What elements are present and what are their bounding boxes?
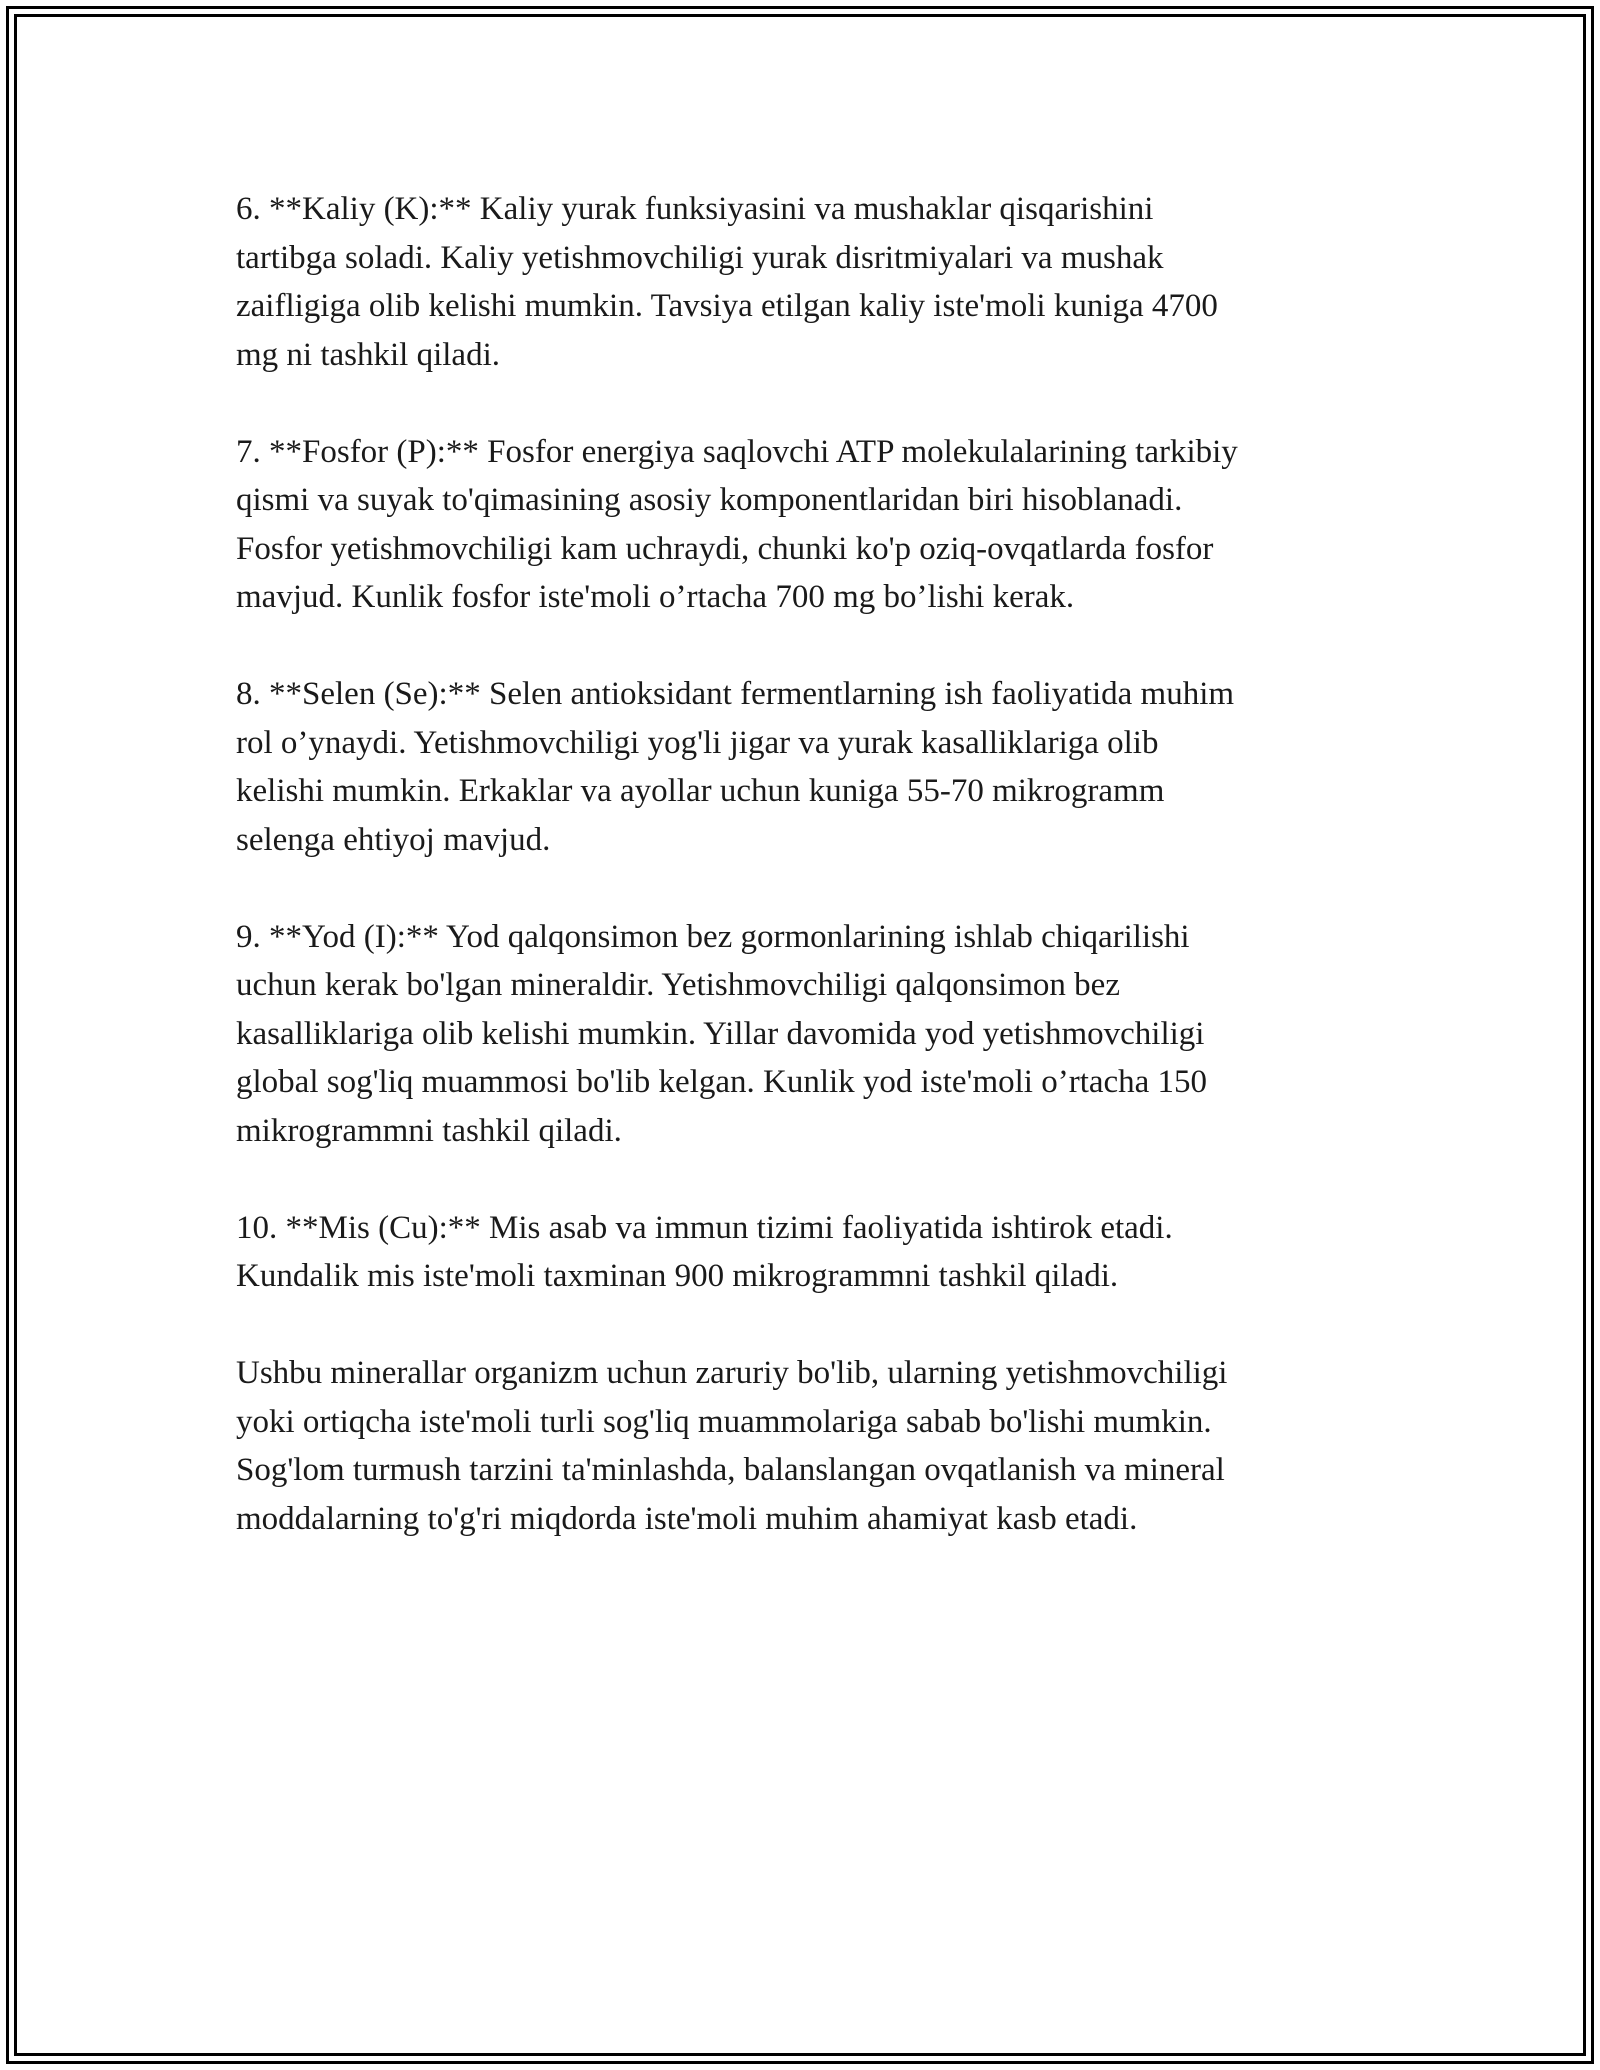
- text-line: kasalliklariga olib kelishi mumkin. Yillar davomida yod yetishmovchiligi: [236, 1015, 1205, 1052]
- text-line: 8. **Selen (Se):** Selen antioksidant fermentlarning ish faoliyatida muhim: [236, 676, 1235, 712]
- text-line: 7. **Fosfor (P):** Fosfor energiya saqlovchi ATP molekulalarining tarkibiy: [236, 433, 1238, 470]
- paragraph-mis: [236, 1204, 1376, 1301]
- text-line: mavjud. Kunlik fosfor iste'moli o’rtacha 700 mg bo’lishi kerak.: [236, 579, 1075, 615]
- text-line: Kundalik mis iste'moli taxminan 900 mikrogrammni tashkil qiladi.: [236, 1258, 1119, 1294]
- text-line: tartibga soladi. Kaliy yetishmovchiligi yurak disritmiyalari va mushak: [236, 239, 1164, 276]
- text-line: zaifligiga olib kelishi mumkin. Tavsiya etilgan kaliy iste'moli kuniga 4700: [236, 288, 1218, 324]
- text-line: Sog'lom turmush tarzini ta'minlashda, balanslangan ovqatlanish va mineral: [236, 1452, 1225, 1488]
- text-line: 10. **Mis (Cu):** Mis asab va immun tizimi faoliyatida ishtirok etadi.: [236, 1209, 1173, 1246]
- text-line: rol o’ynaydi. Yetishmovchiligi yog'li jigar va yurak kasalliklariga olib: [236, 724, 1159, 761]
- text-line: global sog'liq muammosi bo'lib kelgan. Kunlik yod iste'moli o’rtacha 150: [236, 1064, 1208, 1100]
- text-line: mikrogrammni tashkil qiladi.: [236, 1112, 622, 1149]
- text-line: Ushbu minerallar organizm uchun zaruriy bo'lib, ularning yetishmovchiligi: [236, 1355, 1228, 1391]
- text-line: selenga ehtiyoj mavjud.: [236, 821, 551, 858]
- text-line: 9. **Yod (I):** Yod qalqonsimon bez gormonlarining ishlab chiqarilishi: [236, 918, 1190, 955]
- paragraph-yod: [236, 913, 1376, 1156]
- paragraph-selen: [236, 670, 1376, 864]
- text-line: kelishi mumkin. Erkaklar va ayollar uchun kuniga 55-70 mikrogramm: [236, 773, 1165, 809]
- text-line: moddalarning to'g'ri miqdorda iste'moli muhim ahamiyat kasb etadi.: [236, 1500, 1138, 1537]
- paragraph-fosfor: [236, 428, 1376, 622]
- document-body: [236, 185, 1376, 1543]
- text-line: uchun kerak bo'lgan mineraldir. Yetishmovchiligi qalqonsimon bez: [236, 967, 1120, 1003]
- paragraph-conclusion: [236, 1349, 1376, 1543]
- text-line: 6. **Kaliy (K):** Kaliy yurak funksiyasini va mushaklar qisqarishini: [236, 191, 1154, 227]
- text-line: Fosfor yetishmovchiligi kam uchraydi, chunki ko'p oziq-ovqatlarda fosfor: [236, 530, 1214, 567]
- paragraph-kaliy: [236, 185, 1376, 379]
- text-line: qismi va suyak to'qimasining asosiy komponentlaridan biri hisoblanadi.: [236, 482, 1183, 518]
- text-line: mg ni tashkil qiladi.: [236, 336, 500, 373]
- text-line: yoki ortiqcha iste'moli turli sog'liq muammolariga sabab bo'lishi mumkin.: [236, 1403, 1212, 1440]
